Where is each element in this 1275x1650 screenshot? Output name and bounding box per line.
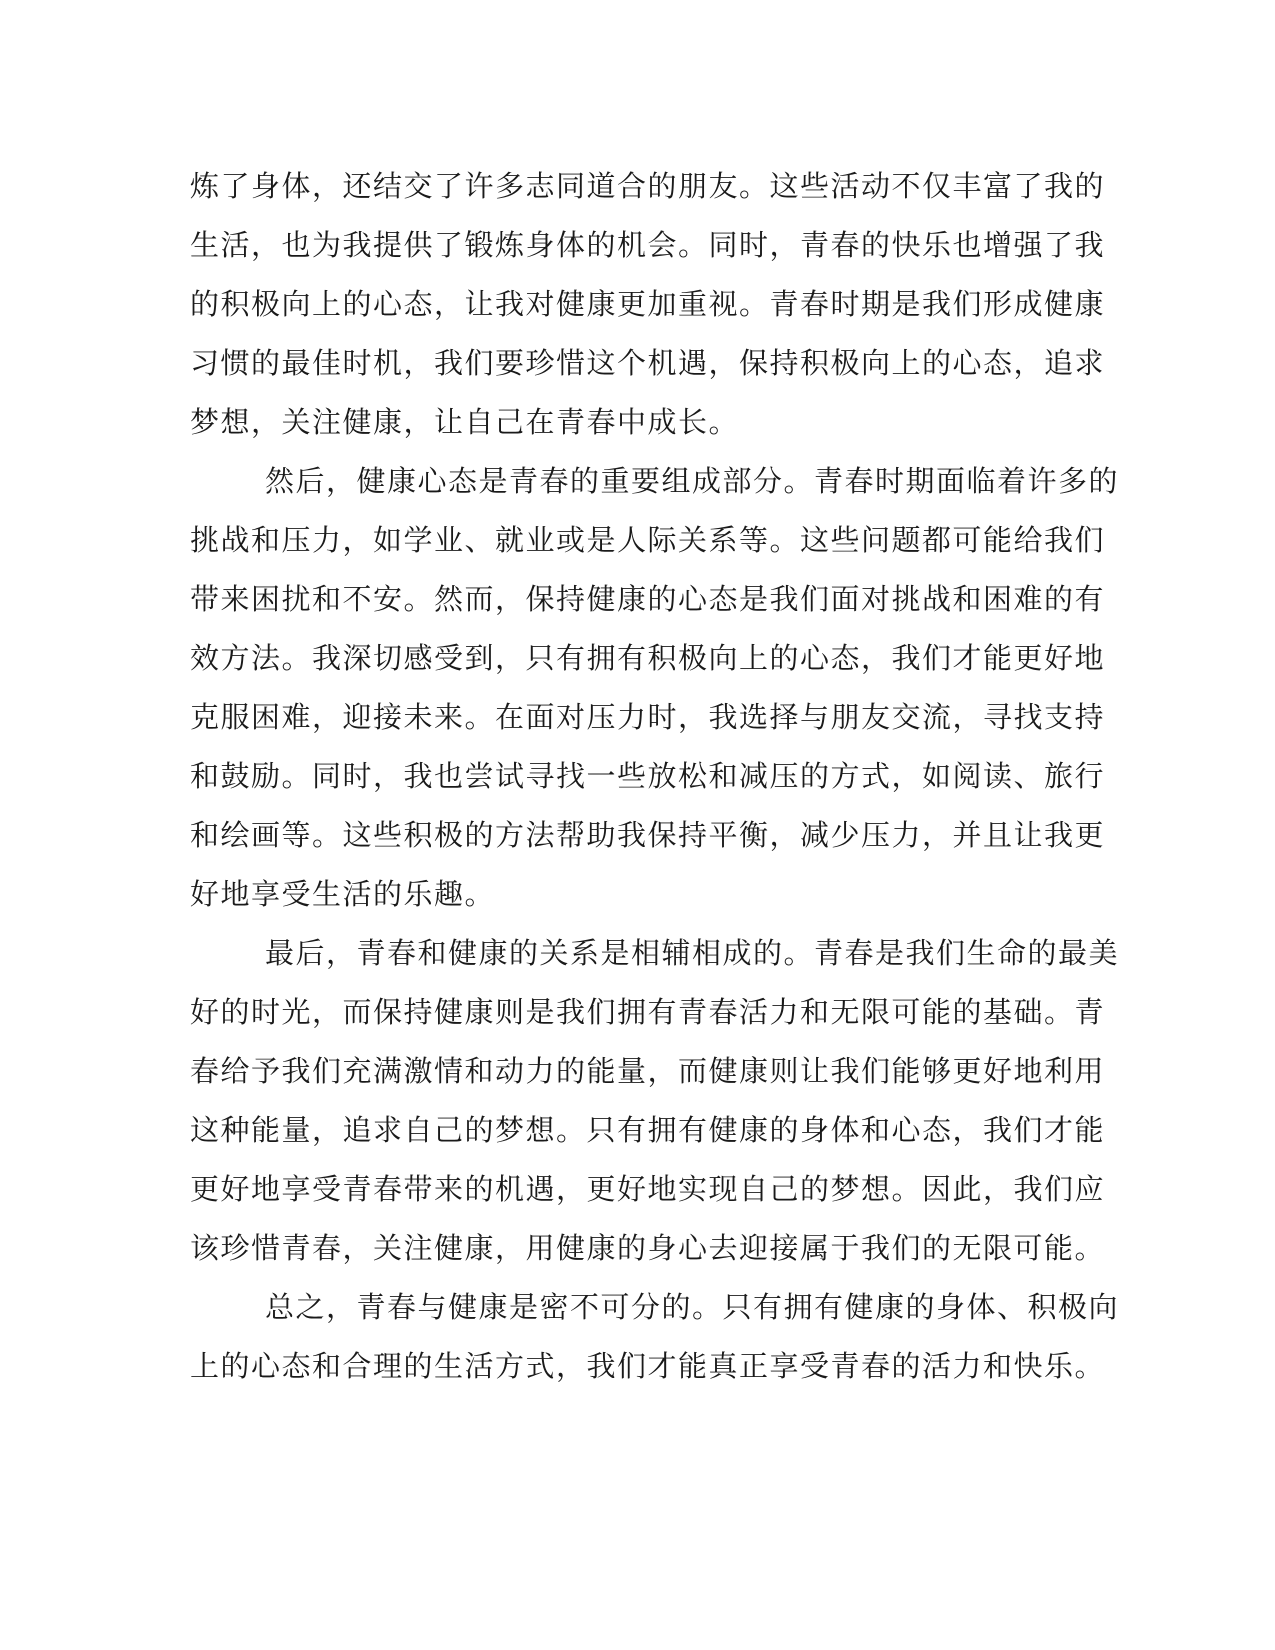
text-line: 梦想，关注健康，让自己在青春中成长。	[190, 405, 740, 439]
text-line: 效方法。我深切感受到，只有拥有积极向上的心态，我们才能更好地	[190, 641, 1106, 675]
text-line: 和鼓励。同时，我也尝试寻找一些放松和减压的方式，如阅读、旅行	[190, 759, 1106, 793]
text-line: 生活，也为我提供了锻炼身体的机会。同时，青春的快乐也增强了我	[190, 228, 1106, 262]
text-line: 春给予我们充满激情和动力的能量，而健康则让我们能够更好地利用	[190, 1054, 1106, 1088]
text-line: 该珍惜青春，关注健康，用健康的身心去迎接属于我们的无限可能。	[190, 1231, 1106, 1265]
paragraph-start-line: 总之，青春与健康是密不可分的。只有拥有健康的身体、积极向	[265, 1290, 1120, 1324]
text-line: 好地享受生活的乐趣。	[190, 877, 496, 911]
text-line: 这种能量，追求自己的梦想。只有拥有健康的身体和心态，我们才能	[190, 1113, 1106, 1147]
text-line: 带来困扰和不安。然而，保持健康的心态是我们面对挑战和困难的有	[190, 582, 1106, 616]
text-line: 好的时光，而保持健康则是我们拥有青春活力和无限可能的基础。青	[190, 995, 1106, 1029]
text-line: 上的心态和合理的生活方式，我们才能真正享受青春的活力和快乐。	[190, 1349, 1106, 1383]
text-line: 挑战和压力，如学业、就业或是人际关系等。这些问题都可能给我们	[190, 523, 1106, 557]
paragraph-start-line: 然后，健康心态是青春的重要组成部分。青春时期面临着许多的	[265, 464, 1120, 498]
text-line: 的积极向上的心态，让我对健康更加重视。青春时期是我们形成健康	[190, 287, 1106, 321]
text-line: 更好地享受青春带来的机遇，更好地实现自己的梦想。因此，我们应	[190, 1172, 1106, 1206]
text-line: 和绘画等。这些积极的方法帮助我保持平衡，减少压力，并且让我更	[190, 818, 1106, 852]
text-line: 克服困难，迎接未来。在面对压力时，我选择与朋友交流，寻找支持	[190, 700, 1106, 734]
text-line: 炼了身体，还结交了许多志同道合的朋友。这些活动不仅丰富了我的	[190, 169, 1106, 203]
text-line: 习惯的最佳时机，我们要珍惜这个机遇，保持积极向上的心态，追求	[190, 346, 1106, 380]
paragraph-start-line: 最后，青春和健康的关系是相辅相成的。青春是我们生命的最美	[265, 936, 1120, 970]
